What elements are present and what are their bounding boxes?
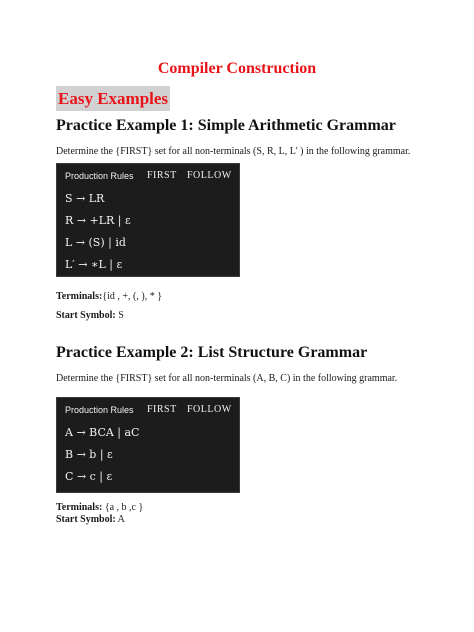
start-symbol-label: Start Symbol: (56, 310, 116, 321)
production-rule: S → LR (65, 192, 105, 205)
production-rule: R → +LR | ε (65, 214, 131, 227)
col-first: FIRST (147, 170, 177, 181)
col-first: FIRST (147, 404, 177, 415)
production-rule: L′ → ∗L | ε (65, 258, 123, 271)
production-rule: C → c | ε (65, 470, 113, 483)
start-symbol-value: A (115, 514, 125, 525)
start-symbol-value: S (115, 310, 124, 321)
example1-instruction: Determine the {FIRST} set for all non-terminals (S, R, L, L' ) in the following grammar. (56, 146, 411, 157)
table-header (65, 404, 233, 418)
terminals-value: {a , b ,c } (102, 502, 144, 513)
example2-heading: Practice Example 2: List Structure Grammar (56, 344, 368, 361)
col-production-rules: Production Rules (65, 405, 134, 415)
example1-start-symbol (56, 310, 124, 321)
production-rule: A → BCA | aC (65, 426, 140, 439)
example1-heading: Practice Example 1: Simple Arithmetic Grammar (56, 117, 396, 134)
example2-start-symbol (56, 514, 125, 525)
example1-production-table (56, 163, 240, 277)
col-follow: FOLLOW (187, 404, 232, 415)
production-rule: B → b | ε (65, 448, 113, 461)
production-rule: L → (S) | id (65, 236, 126, 249)
terminals-label: Terminals: (56, 502, 103, 513)
example2-terminals (56, 502, 143, 513)
table-header (65, 170, 233, 184)
example2-instruction: Determine the {FIRST} set for all non-terminals (A, B, C) in the following grammar. (56, 373, 398, 384)
example2-production-table (56, 397, 240, 493)
terminals-value: {id , +, (, ), * } (102, 291, 162, 302)
document-title: Compiler Construction (157, 60, 317, 77)
start-symbol-label: Start Symbol: (56, 514, 116, 525)
col-follow: FOLLOW (187, 170, 232, 181)
terminals-label: Terminals: (56, 291, 103, 302)
section-title: Easy Examples (56, 86, 170, 111)
col-production-rules: Production Rules (65, 171, 134, 181)
example1-terminals (56, 291, 162, 302)
